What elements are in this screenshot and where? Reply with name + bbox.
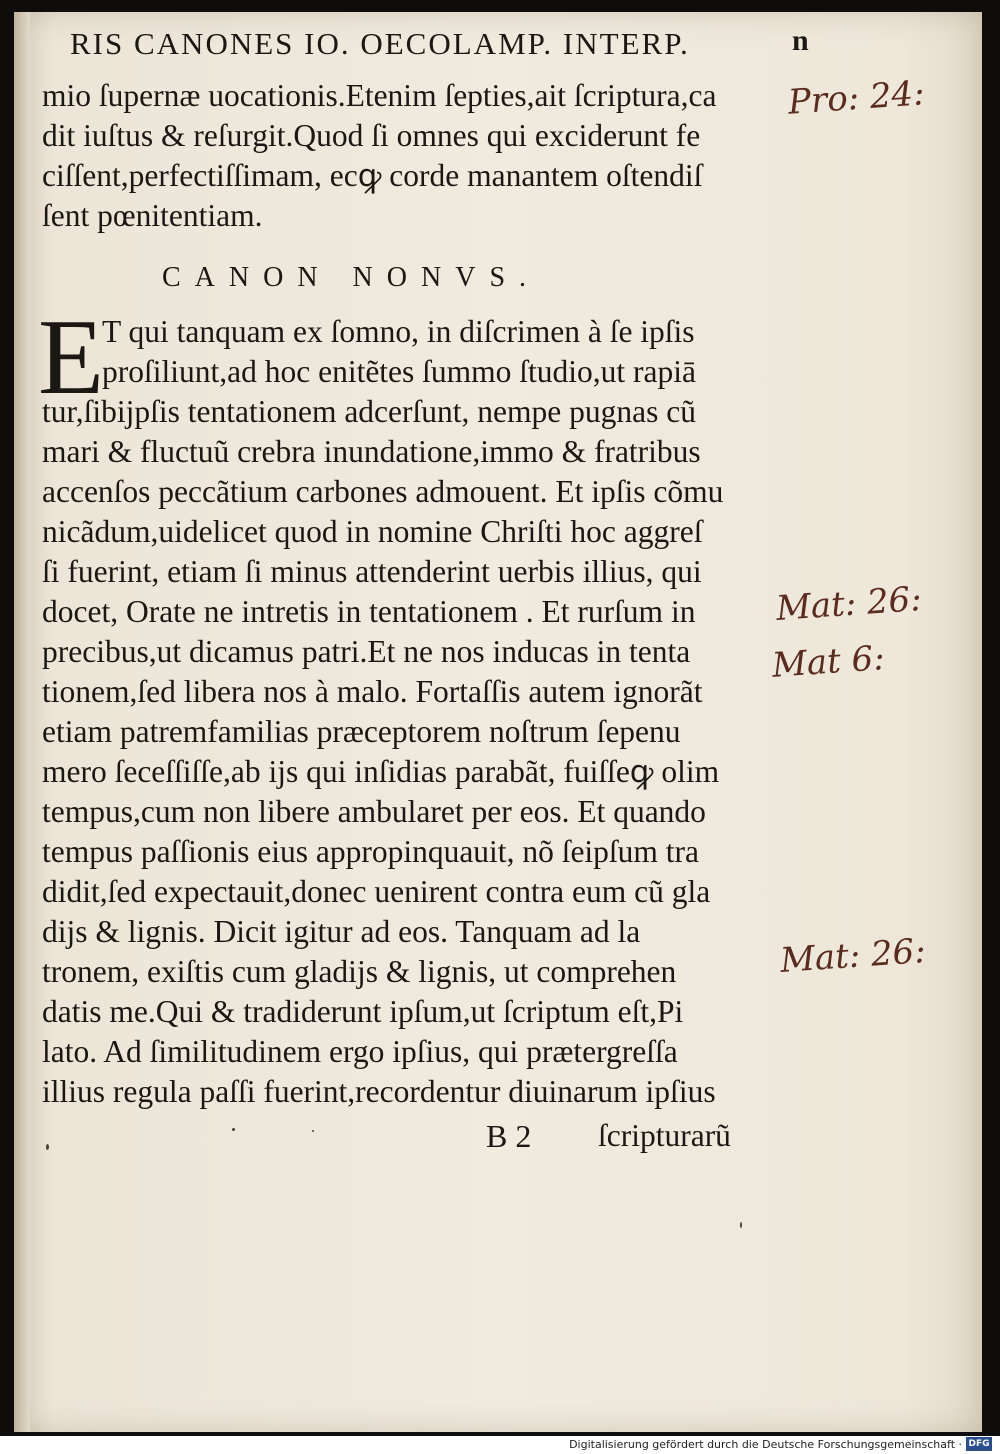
marginal-note-matthew: Mat: 26: — [778, 930, 927, 982]
canon-heading: CANON NONVS. — [162, 262, 541, 293]
dfg-logo: DFG — [966, 1437, 992, 1451]
text-line: etiam patremfamilias præceptorem noſtrum ſepenu — [42, 714, 681, 749]
text-line: mio ſupernæ uocationis.Etenim ſepties,ait ſcriptura,ca — [42, 78, 717, 113]
text-line: datis me.Qui & tradiderunt ipſum,ut ſcriptum eſt,Pi — [42, 994, 684, 1029]
text-line: ſi fuerint, etiam ſi minus attenderint uerbis illius, qui — [42, 554, 702, 589]
text-line: ſent pœnitentiam. — [42, 198, 263, 233]
running-title: RIS CANONES IO. OECOLAMP. INTERP. — [70, 26, 690, 61]
folio-number: n — [792, 24, 809, 57]
signature-mark: B 2 — [486, 1118, 532, 1154]
marginal-note-proverbs: Pro: 24: — [786, 73, 926, 123]
text-line: precibus,ut dicamus patri.Et ne nos inducas in tenta — [42, 634, 691, 669]
text-line: tronem, exiſtis cum gladijs & lignis, ut comprehen — [42, 954, 677, 989]
text-line: ciſſent,perfectiſſimam, ecꝙ corde manantem oſtendiſ — [42, 158, 703, 193]
ink-speck — [232, 1128, 235, 1131]
ink-speck — [740, 1222, 742, 1228]
catchword: ſcripturarũ — [598, 1118, 731, 1153]
paragraph-continuation — [42, 76, 716, 236]
ink-speck — [46, 1144, 49, 1150]
text-line: mari & fluctuũ crebra inundatione,immo & fratribus — [42, 434, 701, 469]
text-line: tempus,cum non libere ambularet per eos. Et quando — [42, 794, 706, 829]
text-line: proſiliunt,ad hoc enitẽtes ſummo ſtudio,ut rapiā — [102, 354, 697, 389]
drop-cap: E — [38, 298, 104, 417]
text-line: didit,ſed expectauit,donec uenirent contra eum cũ gla — [42, 874, 711, 909]
text-line: tionem,ſed libera nos à malo. Fortaſſis autem ignorãt — [42, 674, 703, 709]
ink-speck — [312, 1130, 314, 1132]
canon-body — [42, 312, 723, 1112]
marginal-note-matthew: Mat: 26: — [774, 578, 923, 630]
text-line: tur,ſibijpſis tentationem adcerſunt, nempe pugnas cũ — [42, 394, 696, 429]
marginal-note-matthew: Mat 6: — [770, 638, 886, 686]
text-line: tempus paſſionis eius appropinquauit, nõ ſeipſum tra — [42, 834, 700, 869]
text-line: illius regula paſſi fuerint,recordentur diuinarum ipſius — [42, 1074, 716, 1109]
funding-credit: Digitalisierung gefördert durch die Deutsche Forschungsgemeinschaft · — [569, 1438, 962, 1451]
text-line: lato. Ad ſimilitudinem ergo ipſius, qui prætergreſſa — [42, 1034, 678, 1069]
text-line: accenſos peccãtium carbones admouent. Et ipſis cõmu — [42, 474, 724, 509]
text-line: mero ſeceſſiſſe,ab ijs qui inſidias parabãt, fuiſſeꝙ olim — [42, 754, 720, 789]
text-line: nicãdum,uidelicet quod in nomine Chriſti hoc aggreſ — [42, 514, 703, 549]
text-line: dijs & lignis. Dicit igitur ad eos. Tanquam ad la — [42, 914, 641, 949]
text-line: dit iuſtus & reſurgit.Quod ſi omnes qui exciderunt fe — [42, 118, 701, 153]
text-line: T qui tanquam ex ſomno, in diſcrimen à ſe ipſis — [102, 314, 695, 349]
text-line: docet, Orate ne intretis in tentationem . Et rurſum in — [42, 594, 696, 629]
